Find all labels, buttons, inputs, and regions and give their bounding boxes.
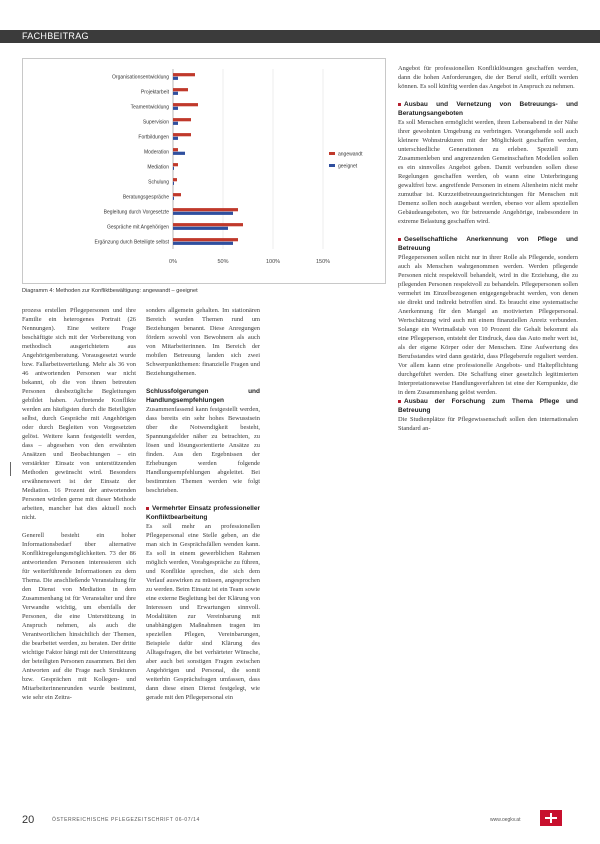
bullet-icon bbox=[398, 238, 401, 241]
category-label: Moderation bbox=[143, 149, 169, 156]
bullet-heading: Gesellschaftliche Anerkennung von Pflege und Betreuung bbox=[398, 236, 578, 252]
bullet-heading: Vermehrter Einsatz professioneller Konfliktbearbeitung bbox=[146, 505, 260, 521]
bar-geeignet bbox=[173, 227, 228, 230]
bar-angewandt bbox=[173, 73, 195, 76]
paragraph: Generell besteht ein hoher Informationsbedarf über alternative Konfliktregelungsmöglichkeiten. 73 der 86 antwortenden Personen interessieren sich für weiterführende Informationen zu dem Thema. Die anschließende Veranstaltung für den Dienst von Mediation in dem Zusammenhang ist für Veranstalter und ihre Verwandte wichtig, um ebenfalls der Personen, die eine Unterstützung in Anspruch nehmen, als auch die Verantwortlichen hinsichtlich der Themen, die bearbeitet werden, zu beraten. Der dritte wichtige Faktor hängt mit der Unterstützung der beteiligten Personen zusammen. Bei den Antworten auf die Frage nach Strukturen bzw. Gesprächen mit Kollegen- und Mitarbeiterinnenrunden wurde bestimmt, wie sehr ein Zeitra- bbox=[22, 532, 136, 701]
bar-chart bbox=[23, 59, 385, 283]
paragraph: Pflegepersonen sollen nicht nur in ihrer Rolle als Pflegende, sondern auch als Menschen wahrgenommen werden. Werden pflegende Personen nicht respektvoll behandelt, wird in die Erziehung, die zu pflegenden Personen respektvoll zu behandeln. Pflegepersonen sollen vermehrt im Einzelbezogenen entgegengebracht werden, von denen sie direkt und indirekt betroffen sind. Es braucht eine systematische Anerkennung für den Mangel an motivierten Pflegepersonal. Wertschätzung wird auch mit einem finanziellen Anreiz verbunden. Solange ein Wertmaßstab von 10 Prozent die Gehalt bekommt als eine Pflegeperson, entsteht der Eindruck, dass das Auto mehr wert ist, als der eigene Körper oder der Menschen. Eine Aufwertung des Berufsstandes wird dann gestärkt, dass Pflegeberufe reguliert werden. Vor allem kann eine professionelle Angebots- und Haltepflichtung durchgeführt werden. Die Schaffung einer gesetzlich legitimierten Interpretationsweise Handlungsverfahren ist eine der Kernpunkte, die in dem Zusammenhang gelöst werden. bbox=[398, 254, 578, 396]
paragraph: Es soll Menschen ermöglicht werden, ihren Lebensabend in der Nähe ihrer gewohnten Umgebung zu verbringen. Vorangehende soll auch kleinere Wohnstrukturen mit der Möglichkeit geschaffen werden, unterschiedliche Generationen zu erleben. Speziell zum Zusammenleben und angrenzenden Gemeinschaften Modellen sollen es ein sinnvolles Angebot geben. Damit verbunden sollen diese Regelungen geschaffen werden, ob wann eine Unterbringung gewaltfrei bzw. angreifende Personen in einem Altenheim nicht mehr zumutbar ist. Kurzzeitbetreuungseinrichtungen für Menschen mit Demenz sollen noch ausgebaut werden, ebenso vor allem speziellen Gebäudeangeboten, wo für betreuende Angehörige, insbesondere in extreme Belastung geschaffen wird. bbox=[398, 119, 578, 225]
legend-label: geeignet bbox=[338, 163, 358, 170]
margin-mark bbox=[10, 462, 11, 476]
category-label: Mediation bbox=[147, 164, 169, 171]
category-label: Organisationsentwicklung bbox=[112, 74, 169, 81]
category-label: Teamentwicklung bbox=[130, 104, 169, 111]
bar-angewandt bbox=[173, 193, 181, 196]
x-tick-label: 100% bbox=[265, 259, 281, 265]
page-number: 20 bbox=[22, 814, 35, 826]
category-label: Beratungsgespräche bbox=[122, 194, 169, 201]
bar-angewandt bbox=[173, 148, 178, 151]
legend-swatch bbox=[329, 164, 335, 167]
category-label: Supervision bbox=[142, 119, 169, 126]
bullet-icon bbox=[398, 400, 401, 403]
bar-geeignet bbox=[173, 107, 178, 110]
x-tick-label: 50% bbox=[217, 259, 229, 265]
column-1 bbox=[22, 306, 136, 702]
legend-label: angewandt bbox=[338, 151, 363, 158]
x-tick-label: 150% bbox=[315, 259, 331, 265]
bar-angewandt bbox=[173, 223, 243, 226]
bar-geeignet bbox=[173, 197, 174, 200]
bar-angewandt bbox=[173, 208, 238, 211]
category-label: Ergänzung durch Beteiligte selbst bbox=[94, 239, 169, 246]
column-3 bbox=[398, 64, 578, 433]
bullet-heading: Ausbau der Forschung zum Thema Pflege und Betreuung bbox=[398, 398, 578, 414]
paragraph: Zusammenfassend kann festgestellt werden, dass bereits ein sehr hohes Bewusstsein über die Notwendigkeit besteht, Spannungsfelder näher zu betrachten, zu lösen und lösungsorientierte Ansätze zu finden. Aus den Ergebnissen der Erhebungen werden folgende Handlungsempfehlungen abgeleitet. Bei bestimmten Themen werden wie folgt beschrieben. bbox=[146, 406, 260, 494]
journal-url[interactable]: www.oegkv.at bbox=[490, 817, 521, 823]
bar-geeignet bbox=[173, 242, 233, 245]
bar-angewandt bbox=[173, 163, 178, 166]
column-2 bbox=[146, 306, 260, 702]
header-bar bbox=[0, 30, 600, 43]
bar-angewandt bbox=[173, 118, 191, 121]
bullet-icon bbox=[146, 507, 149, 510]
section-heading: Schlussfolgerungen und Handlungsempfehlungen bbox=[146, 388, 260, 404]
paragraph: Die Studienplätze für Pflegewissenschaft sollen den internationalen Standard an- bbox=[398, 416, 578, 432]
bar-geeignet bbox=[173, 122, 178, 125]
bar-angewandt bbox=[173, 238, 238, 241]
figure-caption: Diagramm 4: Methoden zur Konfliktbewältigung: angewandt – geeignet bbox=[22, 288, 198, 294]
journal-name: ÖSTERREICHISCHE PFLEGEZEITSCHRIFT 06-07/14 bbox=[52, 817, 200, 823]
category-label: Fortbildungen bbox=[138, 134, 169, 141]
paragraph: prozess erstellen Pflegepersonen und ihre Familie ein heterogenes Portrait (26 Nennungen). Eine weitere Frage beschäftigte sich mit der Vorbereitung von methodisch ausgerichtetem aus Angehörigenberatung. Vorausgesetzt wurde bzw. Fallarbeitsverteilung. Mehr als 36 von 46 antwortenden Personen war nicht bekannt, ob die von ihnen betreuten Personen diesbezügliche Begleitungen gebildet haben. Auftretende Konflikte werden am häufigsten durch die Beteiligten selbst, durch Gespräche mit Angehörigen oder durch Begleiten von Vorgesetzten gelöst. Weitere kann festgestellt werden, dass – abgesehen von den erwähnten Ansätzen und Beobachtungen – ein verstärkter Einsatz von unterstützenden Methoden gewünscht wird. Besonders erwähnenswert ist der Einsatz der Mediation. 16 Prozent der antwortenden Personen würden gerne mit dieser Methode arbeiten, mancher hat dies aktuell noch nicht. bbox=[22, 307, 136, 521]
legend-swatch bbox=[329, 152, 335, 155]
bar-geeignet bbox=[173, 182, 174, 185]
category-label: Begleitung durch Vorgesetzte bbox=[103, 209, 169, 216]
bar-geeignet bbox=[173, 212, 233, 215]
bar-angewandt bbox=[173, 88, 188, 91]
paragraph: Es soll mehr an professionellen Pflegepersonal eine Stelle geben, an die man sich in Gesprächsfällen wenden kann. Es soll in einem gewerblichen Rahmen möglich werden, Vorabgespräche zu führen, und Konflikte sprechen, die sich dem Verlauf auswirken zu müssen, angesprochen zu werden. Beim Einsatz ist ein Team sowie eine externe Begleitung bei der Klärung von Interessen und Erwartungen sinnvoll. Modalitäten zur Vereinbarung mit unabhängigen Maßnahmen tragen im speziellen Pflegen, Vereinbarungen, Beispiele dafür sind Klärung des Alltagsfragen, die bei verhärteter Wünsche, aber auch bei sonstigen Fragen zwischen Angehörigen und Personal, die somit weiterhin Gesprächsfragen umfassen, dass dann diese einen Dienst festgelegt, wie gerade mit den Pflegepersonal ein bbox=[146, 523, 260, 701]
chart-figure bbox=[22, 58, 386, 284]
category-label: Gespräche mit Angehörigen bbox=[107, 224, 169, 231]
bar-geeignet bbox=[173, 152, 185, 155]
category-label: Schulung bbox=[148, 179, 169, 186]
paragraph: sonders allgemein gehalten. Im stationären Bereich wurden Themen rund um Beziehungen benannt. Diese Anregungen fördern sowohl von Bewohnern als auch von Mitarbeiterinnen. Im Bereich der mobilen Betreuung landen sich zwei Schwerpunktthemen: finanzielle Fragen und Beziehungsthemen. bbox=[146, 307, 260, 377]
section-label: FACHBEITRAG bbox=[22, 31, 89, 41]
bar-angewandt bbox=[173, 178, 177, 181]
bar-geeignet bbox=[173, 167, 174, 170]
bar-geeignet bbox=[173, 77, 178, 80]
cross-logo-icon bbox=[540, 810, 562, 826]
bullet-icon bbox=[398, 103, 401, 106]
bar-angewandt bbox=[173, 133, 191, 136]
x-tick-label: 0% bbox=[169, 259, 177, 265]
bar-angewandt bbox=[173, 103, 198, 106]
bar-geeignet bbox=[173, 137, 178, 140]
paragraph: Angebot für professionellen Konfliktlösungen geschaffen werden, dann die hohen Anforderungen, die der Beruf stellt, erfüllt werden können. Es soll künftig werden das Angebot in Anspruch zu nehmen. bbox=[398, 65, 578, 90]
bullet-heading: Ausbau und Vernetzung von Betreuungs- und Beratungsangeboten bbox=[398, 101, 578, 117]
category-label: Projektarbeit bbox=[140, 89, 169, 96]
bar-geeignet bbox=[173, 92, 178, 95]
